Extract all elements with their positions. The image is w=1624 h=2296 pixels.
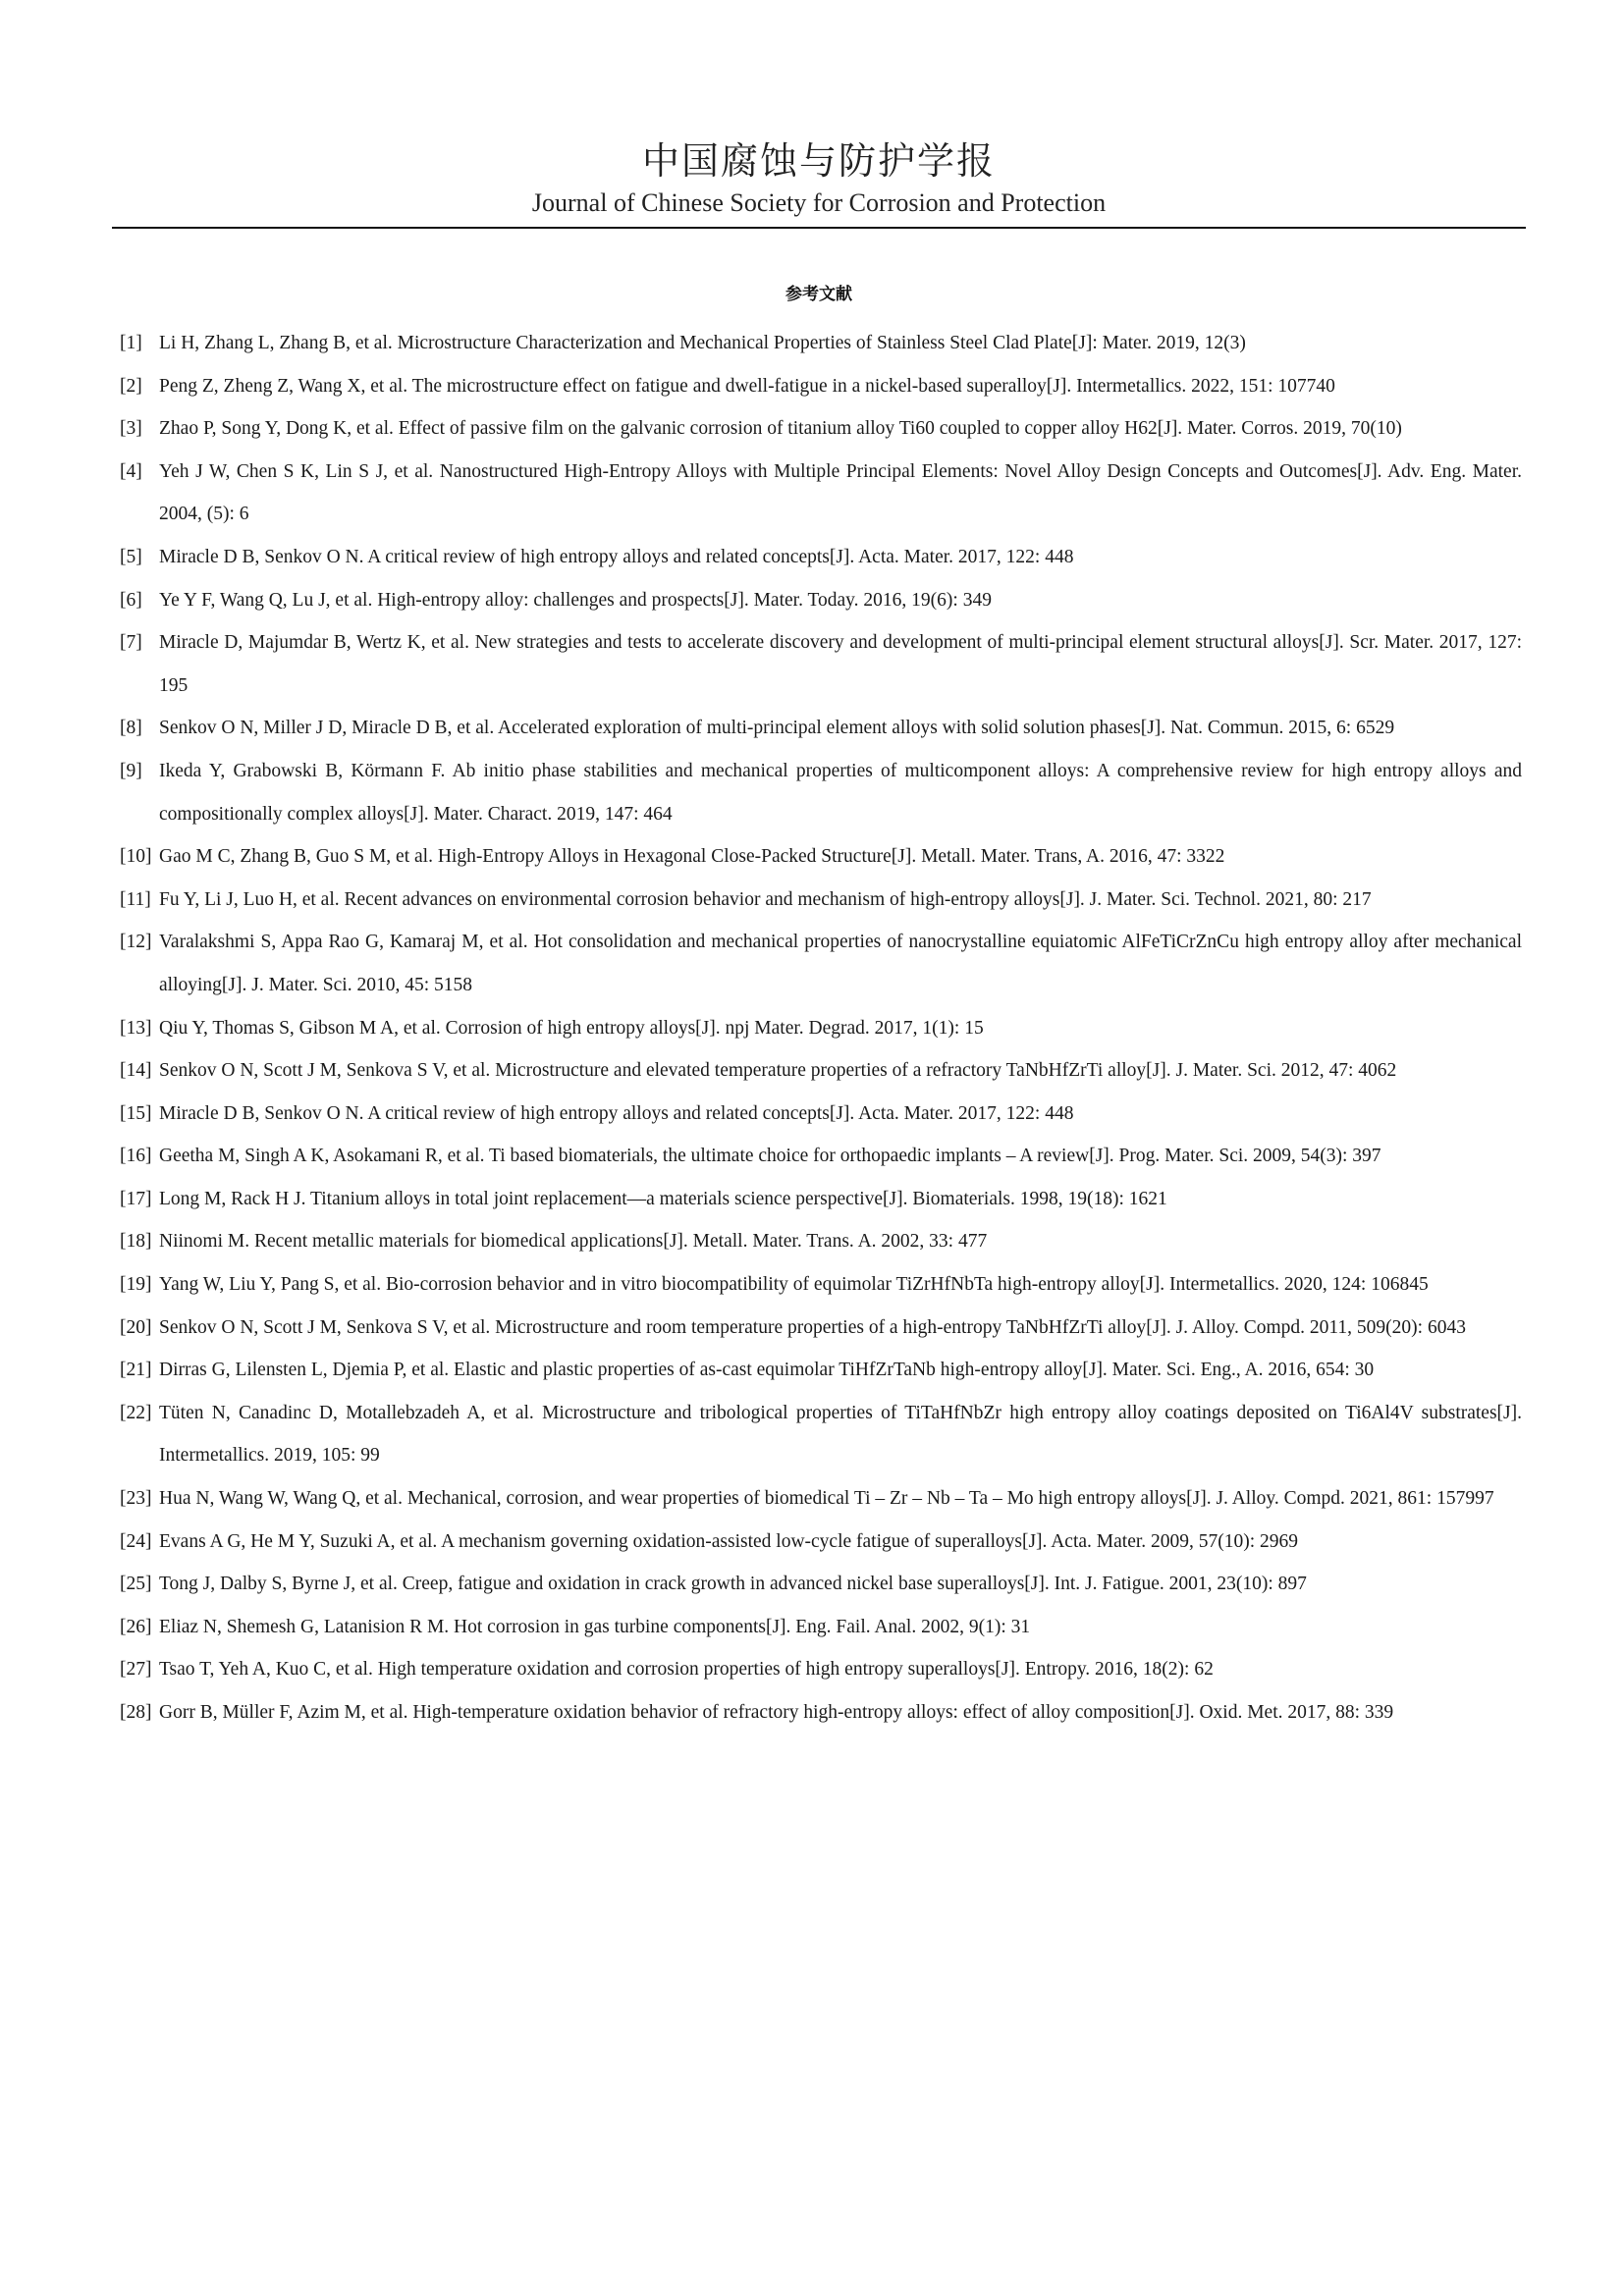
header-divider bbox=[112, 227, 1526, 229]
reference-text: Senkov O N, Scott J M, Senkova S V, et al. Microstructure and room temperature properties of a high-entropy TaNbHfZrTi alloy[J]. J. Alloy. Compd. 2011, 509(20): 6043 bbox=[159, 1316, 1466, 1338]
reference-text: Geetha M, Singh A K, Asokamani R, et al. Ti based biomaterials, the ultimate choice for orthopaedic implants – A review[J]. Prog. Mater. Sci. 2009, 54(3): 397 bbox=[159, 1146, 1381, 1167]
reference-item bbox=[120, 1691, 1522, 1735]
reference-number: [27] bbox=[120, 1659, 152, 1681]
reference-number: [19] bbox=[120, 1274, 152, 1296]
reference-text: Peng Z, Zheng Z, Wang X, et al. The microstructure effect on fatigue and dwell-fatigue in a nickel-based superalloy[J]. Intermetallics. 2022, 151: 107740 bbox=[159, 375, 1335, 397]
reference-list bbox=[120, 322, 1522, 1735]
reference-item bbox=[120, 750, 1522, 835]
reference-item bbox=[120, 451, 1522, 536]
reference-item bbox=[120, 1477, 1522, 1521]
reference-text: Dirras G, Lilensten L, Djemia P, et al. Elastic and plastic properties of as-cast equimolar TiHfZrTaNb high-entropy alloy[J]. Mater. Sci. Eng., A. 2016, 654: 30 bbox=[159, 1360, 1375, 1381]
reference-number: [11] bbox=[120, 888, 151, 910]
reference-number: [7] bbox=[120, 632, 142, 654]
journal-header bbox=[112, 137, 1526, 220]
reference-item bbox=[120, 621, 1522, 707]
reference-item bbox=[120, 707, 1522, 750]
reference-number: [12] bbox=[120, 932, 152, 953]
reference-number: [1] bbox=[120, 333, 142, 353]
reference-item bbox=[120, 1307, 1522, 1350]
reference-item bbox=[120, 835, 1522, 879]
reference-text: Tsao T, Yeh A, Kuo C, et al. High temperature oxidation and corrosion properties of high entropy superalloys[J]. Entropy. 2016, 18(2): 62 bbox=[159, 1659, 1214, 1681]
references-heading: 参考文献 bbox=[785, 285, 852, 304]
reference-text: Li H, Zhang L, Zhang B, et al. Microstructure Characterization and Mechanical Properties of Stainless Steel Clad Plate[J]: Mater. 2019, 12(3) bbox=[159, 333, 1246, 353]
reference-text: Fu Y, Li J, Luo H, et al. Recent advances on environmental corrosion behavior and mechanism of high-entropy alloys[J]. J. Mater. Sci. Technol. 2021, 80: 217 bbox=[159, 888, 1372, 910]
reference-number: [13] bbox=[120, 1017, 152, 1039]
reference-number: [4] bbox=[120, 460, 142, 482]
reference-item bbox=[120, 1093, 1522, 1136]
reference-item bbox=[120, 536, 1522, 579]
reference-number: [6] bbox=[120, 589, 142, 611]
reference-number: [5] bbox=[120, 546, 142, 567]
reference-item bbox=[120, 1135, 1522, 1178]
reference-item bbox=[120, 921, 1522, 1006]
reference-item bbox=[120, 1648, 1522, 1691]
reference-item bbox=[120, 1606, 1522, 1649]
reference-item bbox=[120, 1349, 1522, 1392]
reference-number: [24] bbox=[120, 1530, 152, 1552]
reference-text: Ikeda Y, Grabowski B, Körmann F. Ab initio phase stabilities and mechanical properties of multicomponent alloys: A comprehensive review for high entropy alloys and compositionally complex alloys[J]. Mater. Charact. 2019, 147: 464 bbox=[159, 760, 1522, 825]
journal-title-english: Journal of Chinese Society for Corrosion and Protection bbox=[531, 188, 1107, 217]
reference-text: Yang W, Liu Y, Pang S, et al. Bio-corrosion behavior and in vitro biocompatibility of equimolar TiZrHfNbTa high-entropy alloy[J]. Intermetallics. 2020, 124: 106845 bbox=[159, 1274, 1429, 1296]
reference-item bbox=[120, 322, 1522, 365]
journal-title-chinese: 中国腐蚀与防护学报 bbox=[641, 139, 996, 183]
reference-number: [28] bbox=[120, 1702, 152, 1723]
reference-item bbox=[120, 879, 1522, 922]
reference-item bbox=[120, 1220, 1522, 1263]
reference-number: [15] bbox=[120, 1102, 152, 1124]
reference-number: [20] bbox=[120, 1316, 152, 1338]
reference-number: [21] bbox=[120, 1360, 152, 1381]
reference-number: [3] bbox=[120, 418, 142, 440]
reference-text: Hua N, Wang W, Wang Q, et al. Mechanical, corrosion, and wear properties of biomedical Ti – Zr – Nb – Ta – Mo high entropy alloys[J]. J. Alloy. Compd. 2021, 861: 157997 bbox=[159, 1488, 1494, 1510]
reference-item bbox=[120, 1049, 1522, 1093]
reference-number: [9] bbox=[120, 760, 142, 781]
reference-text: Long M, Rack H J. Titanium alloys in total joint replacement—a materials science perspective[J]. Biomaterials. 1998, 19(18): 1621 bbox=[159, 1188, 1167, 1209]
reference-text: Senkov O N, Scott J M, Senkova S V, et al. Microstructure and elevated temperature properties of a refractory TaNbHfZrTi alloy[J]. J. Mater. Sci. 2012, 47: 4062 bbox=[159, 1060, 1397, 1082]
reference-number: [18] bbox=[120, 1231, 152, 1253]
reference-item bbox=[120, 365, 1522, 408]
reference-item bbox=[120, 407, 1522, 451]
reference-item bbox=[120, 579, 1522, 622]
reference-text: Varalakshmi S, Appa Rao G, Kamaraj M, et al. Hot consolidation and mechanical properties of nanocrystalline equiatomic AlFeTiCrZnCu high entropy alloy after mechanical alloying[J]. J. Mater. Sci. 2010, 45: 5158 bbox=[159, 932, 1522, 995]
reference-item bbox=[120, 1007, 1522, 1050]
reference-text: Gorr B, Müller F, Azim M, et al. High-temperature oxidation behavior of refractory high-entropy alloys: effect of alloy composition[J]. Oxid. Met. 2017, 88: 339 bbox=[159, 1702, 1394, 1723]
reference-number: [23] bbox=[120, 1488, 152, 1510]
reference-text: Eliaz N, Shemesh G, Latanision R M. Hot corrosion in gas turbine components[J]. Eng. Fail. Anal. 2002, 9(1): 31 bbox=[159, 1616, 1031, 1637]
reference-item bbox=[120, 1563, 1522, 1606]
reference-number: [17] bbox=[120, 1188, 152, 1209]
reference-text: Miracle D B, Senkov O N. A critical review of high entropy alloys and related concepts[J]. Acta. Mater. 2017, 122: 448 bbox=[159, 1102, 1074, 1124]
reference-item bbox=[120, 1263, 1522, 1307]
reference-item bbox=[120, 1521, 1522, 1564]
reference-number: [10] bbox=[120, 846, 152, 868]
reference-number: [14] bbox=[120, 1060, 152, 1082]
reference-text: Miracle D B, Senkov O N. A critical review of high entropy alloys and related concepts[J]. Acta. Mater. 2017, 122: 448 bbox=[159, 546, 1074, 567]
reference-text: Ye Y F, Wang Q, Lu J, et al. High-entropy alloy: challenges and prospects[J]. Mater. Today. 2016, 19(6): 349 bbox=[159, 589, 992, 611]
reference-text: Miracle D, Majumdar B, Wertz K, et al. New strategies and tests to accelerate discovery and development of multi-principal element structural alloys[J]. Scr. Mater. 2017, 127: 195 bbox=[159, 632, 1522, 696]
reference-text: Evans A G, He M Y, Suzuki A, et al. A mechanism governing oxidation-assisted low-cycle fatigue of superalloys[J]. Acta. Mater. 2009, 57(10): 2969 bbox=[159, 1530, 1299, 1552]
reference-text: Yeh J W, Chen S K, Lin S J, et al. Nanostructured High-Entropy Alloys with Multiple Principal Elements: Novel Alloy Design Concepts and Outcomes[J]. Adv. Eng. Mater. 2004, (5): 6 bbox=[159, 460, 1522, 525]
reference-text: Tong J, Dalby S, Byrne J, et al. Creep, fatigue and oxidation in crack growth in advanced nickel base superalloys[J]. Int. J. Fatigue. 2001, 23(10): 897 bbox=[159, 1574, 1307, 1595]
reference-text: Senkov O N, Miller J D, Miracle D B, et al. Accelerated exploration of multi-principal element alloys with solid solution phases[J]. Nat. Commun. 2015, 6: 6529 bbox=[159, 718, 1395, 739]
reference-number: [26] bbox=[120, 1616, 152, 1637]
reference-item bbox=[120, 1178, 1522, 1221]
reference-text: Gao M C, Zhang B, Guo S M, et al. High-Entropy Alloys in Hexagonal Close-Packed Structure[J]. Metall. Mater. Trans, A. 2016, 47: 3322 bbox=[159, 846, 1225, 868]
reference-text: Niinomi M. Recent metallic materials for biomedical applications[J]. Metall. Mater. Trans. A. 2002, 33: 477 bbox=[159, 1231, 988, 1253]
reference-number: [2] bbox=[120, 375, 142, 397]
reference-text: Zhao P, Song Y, Dong K, et al. Effect of passive film on the galvanic corrosion of titanium alloy Ti60 coupled to copper alloy H62[J]. Mater. Corros. 2019, 70(10) bbox=[159, 418, 1402, 440]
reference-number: [25] bbox=[120, 1574, 152, 1595]
reference-number: [16] bbox=[120, 1146, 152, 1167]
reference-item bbox=[120, 1392, 1522, 1477]
reference-text: Qiu Y, Thomas S, Gibson M A, et al. Corrosion of high entropy alloys[J]. npj Mater. Degrad. 2017, 1(1): 15 bbox=[159, 1017, 984, 1039]
reference-text: Tüten N, Canadinc D, Motallebzadeh A, et al. Microstructure and tribological properties of TiTaHfNbZr high entropy alloy coatings deposited on Ti6Al4V substrates[J]. Intermetallics. 2019, 105: 99 bbox=[159, 1402, 1522, 1467]
reference-number: [22] bbox=[120, 1402, 152, 1423]
reference-number: [8] bbox=[120, 718, 142, 739]
